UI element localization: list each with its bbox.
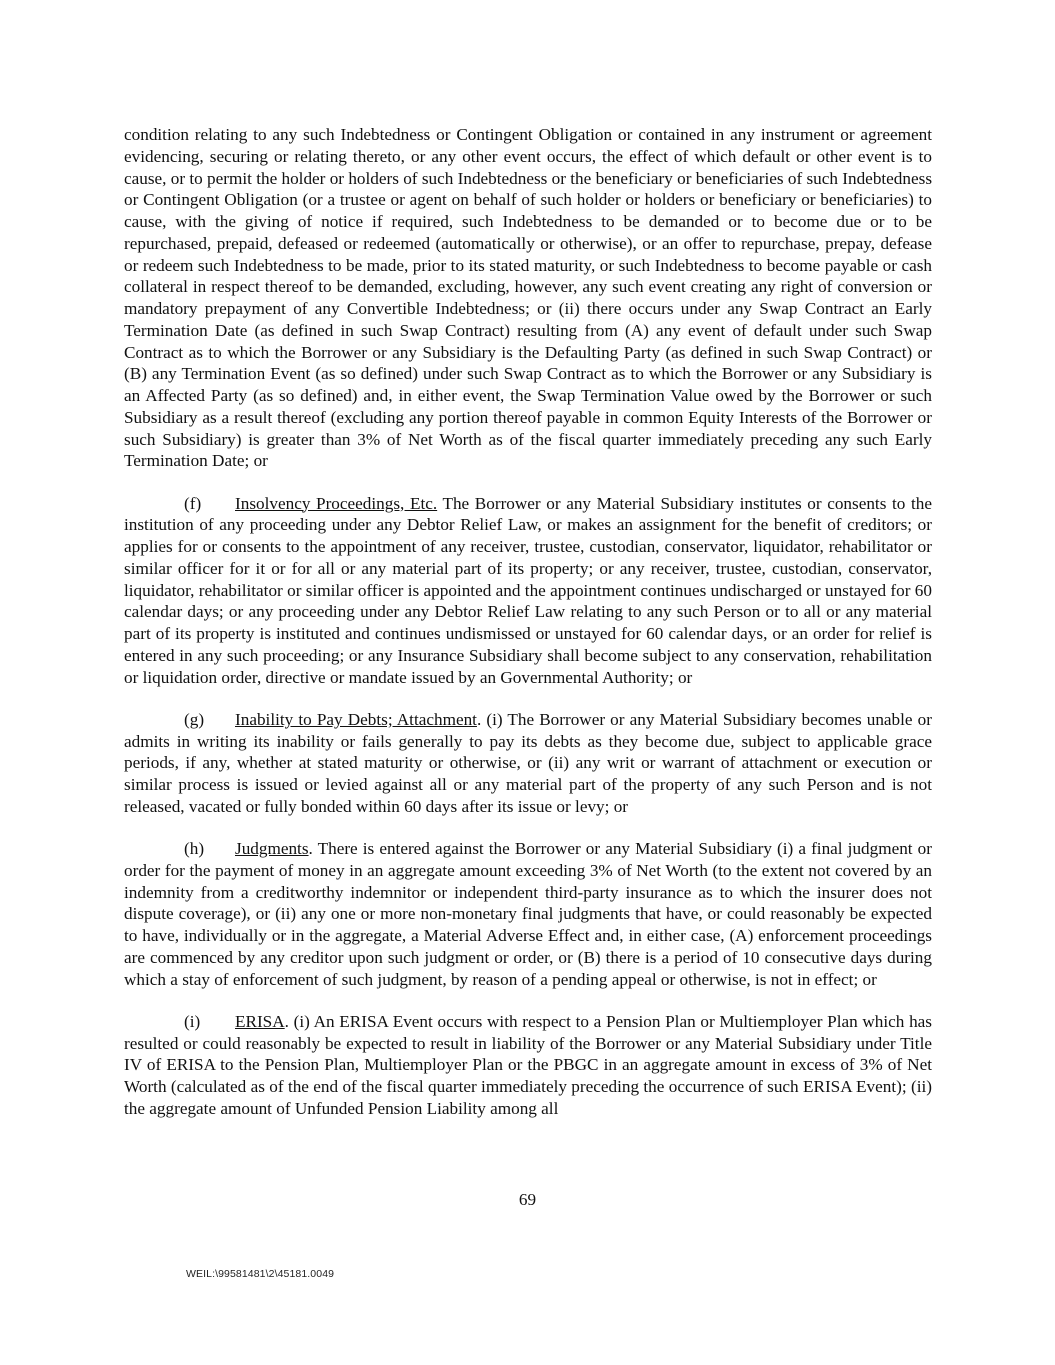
section-label: (h) bbox=[184, 839, 205, 858]
section-text: . There is entered against the Borrower or any Material Subsidiary (i) a final judgment or order for the payment of money in an aggregate amount exceeding 3% of Net Worth (to the extent not covered by an indemnity from a creditworthy indemnitor or independent third-party insurance as to which the insurer does not dispute coverage), or (ii) any one or more non-monetary final judgments that have, or could reasonably be expected to have, individually or in the aggregate, a Material Adverse Effect and, in either case, (A) enforcement proceedings are commenced by any creditor upon such judgment or order, or (B) there is a period of 10 consecutive days during which a stay of enforcement of such judgment, by reason of a pending appeal or otherwise, is not in effect; or bbox=[124, 839, 932, 989]
section-heading: ERISA bbox=[235, 1011, 285, 1031]
document-page bbox=[124, 124, 932, 1140]
section-label: (g) bbox=[184, 709, 205, 729]
section-heading: Judgments bbox=[235, 839, 309, 858]
section-heading: Insolvency Proceedings, Etc. bbox=[235, 493, 438, 513]
section-text: . (i) The Borrower or any Material Subsidiary becomes unable or admits in writing its inability or fails generally to pay its debts as they become due, subject to applicable grace periods, if any, whether at stated maturity or otherwise, or (ii) any writ or warrant of attachment or execution or similar process is issued or levied against all or any material part of the property of any such Person and is not released, vacated or fully bonded within 60 days after its issue or levy; or bbox=[124, 709, 932, 816]
continuation-paragraph: condition relating to any such Indebtedness or Contingent Obligation or contained in any instrument or agreement evidencing, securing or relating thereto, or any other event occurs, the effect of which default or other event is to cause, or to permit the holder or holders of such Indebtedness or the beneficiary or beneficiaries of such Indebtedness or Contingent Obligation (or a trustee or agent on behalf of such holder or holders or beneficiary or beneficiaries) to cause, with the giving of notice if required, such Indebtedness to be demanded or to become due or to be repurchased, prepaid, defeased or redeemed (automatically or otherwise), or an offer to repurchase, prepay, defease or redeem such Indebtedness to be made, prior to its stated maturity, or such Indebtedness to become payable or cash collateral in respect thereof to be demanded, excluding, however, any such event creating any right of conversion or mandatory prepayment of any Convertible Indebtedness; or (ii) there occurs under any Swap Contract an Early Termination Date (as defined in such Swap Contract) resulting from (A) any event of default under such Swap Contract as to which the Borrower or any Subsidiary is the Defaulting Party (as defined in such Swap Contract) or (B) any Termination Event (as so defined) under such Swap Contract as to which the Borrower or any Subsidiary is an Affected Party (as so defined) and, in either event, the Swap Termination Value owed by the Borrower or such Subsidiary as a result thereof (excluding any portion thereof payable in common Equity Interests of the Borrower or such Subsidiary) is greater than 3% of Net Worth as of the fiscal quarter immediately preceding any such Early Termination Date; or bbox=[124, 125, 933, 471]
section-text: . (i) An ERISA Event occurs with respect to a Pension Plan or Multiemployer Plan which has resulted or could reasonably be expected to result in liability of the Borrower or any Material Subsidiary under Title IV of ERISA to the Pension Plan, Multiemployer Plan or the PBGC in an aggregate amount in excess of 3% of Net Worth (calculated as of the end of the fiscal quarter immediately preceding the occurrence of such ERISA Event); (ii) the aggregate amount of Unfunded Pension Liability among all bbox=[124, 1011, 932, 1118]
section-text: The Borrower or any Material Subsidiary institutes or consents to the institution of any proceeding under any Debtor Relief Law, or makes an assignment for the benefit of creditors; or applies for or consents to the appointment of any receiver, trustee, custodian, conservator, liquidator, rehabilitator or similar officer for it or for all or any material part of its property; or any receiver, trustee, custodian, conservator, liquidator, rehabilitator or similar officer is appointed and the appointment continues undischarged or unstayed for 60 calendar days; or any proceeding under any Debtor Relief Law relating to any such Person or to all or any material part of its property is instituted and continues undismissed or unstayed for 60 calendar days, or an order for relief is entered in any such proceeding; or any Insurance Subsidiary shall become subject to any conservation, rehabilitation or liquidation order, directive or mandate issued by an Governmental Authority; or bbox=[124, 493, 932, 687]
document-id-footer: WEIL:\99581481\2\45181.0049 bbox=[186, 1268, 335, 1280]
section-i-paragraph bbox=[124, 1011, 932, 1120]
section-h-paragraph bbox=[124, 838, 932, 990]
section-g-paragraph bbox=[124, 709, 932, 818]
section-label: (f) bbox=[184, 493, 202, 513]
section-f-paragraph bbox=[124, 493, 932, 689]
section-heading: Inability to Pay Debts; Attachment bbox=[235, 709, 477, 729]
section-label: (i) bbox=[184, 1011, 201, 1031]
page-number: 69 bbox=[518, 1190, 537, 1209]
